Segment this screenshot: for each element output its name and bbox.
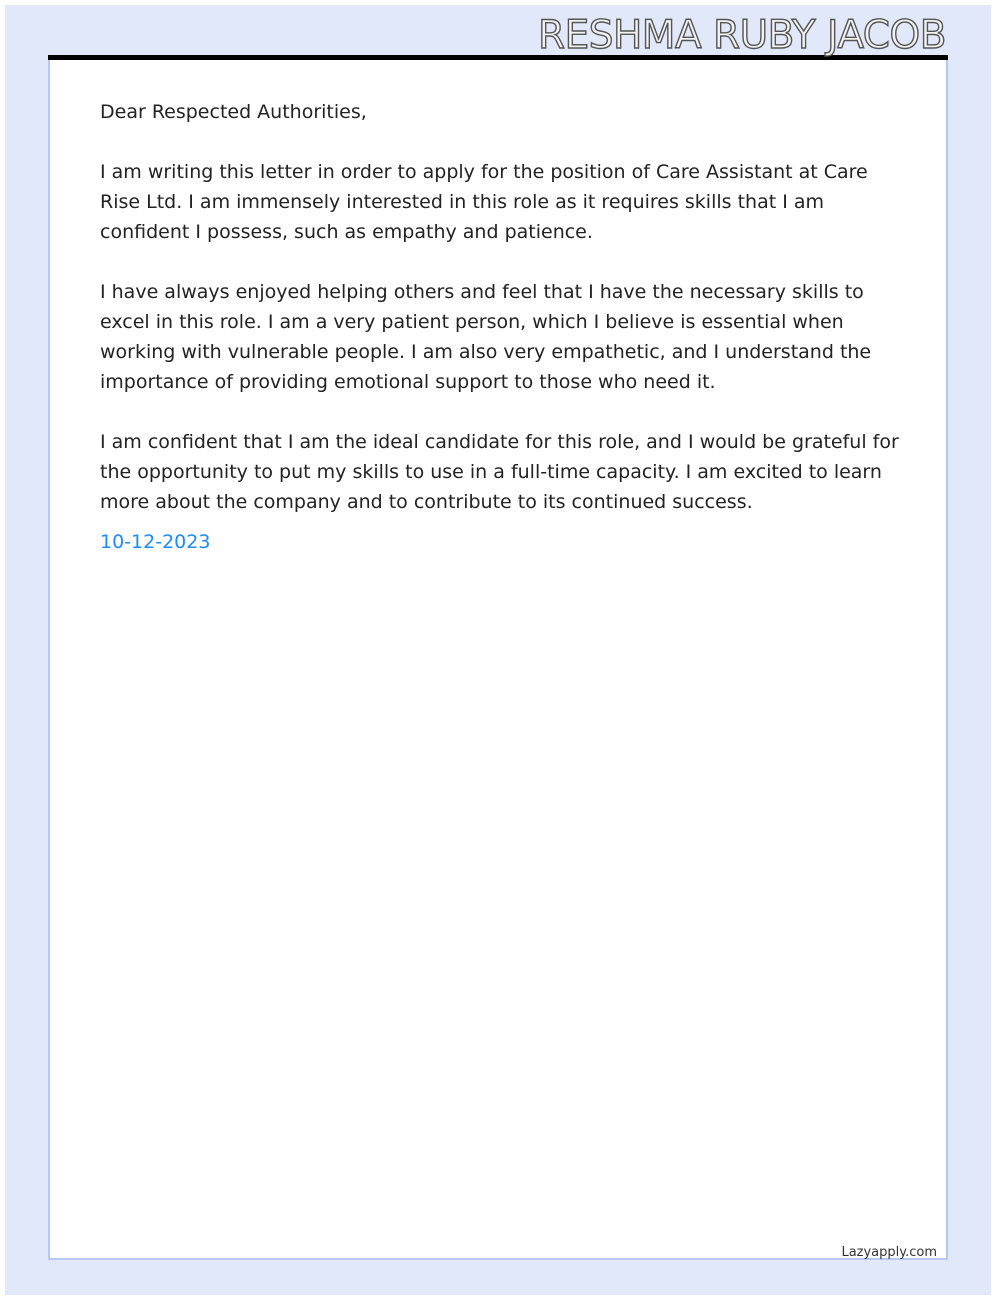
paragraph-1: I am writing this letter in order to apply for the position of Care Assistant at Care Rise Ltd. I am immensely interested in this role as it requires skills that I am confident I possess, such as empathy and patience.	[100, 161, 868, 243]
letter-date: 10-12-2023	[100, 531, 211, 553]
letter-body	[100, 97, 910, 557]
applicant-name: RESHMA RUBY JACOB	[537, 13, 946, 58]
paragraph-3: I am confident that I am the ideal candidate for this role, and I would be grateful for the opportunity to put my skills to use in a full-time capacity. I am excited to learn more about the company and to contribute to its continued success.	[100, 431, 899, 513]
paragraph-2: I have always enjoyed helping others and feel that I have the necessary skills to excel in this role. I am a very patient person, which I believe is essential when working with vulnerable people. I am also very empathetic, and I understand the importance of providing emotional support to those who need it.	[100, 281, 872, 393]
footer-brand: Lazyapply.com	[841, 1245, 937, 1260]
salutation: Dear Respected Authorities,	[100, 101, 367, 123]
